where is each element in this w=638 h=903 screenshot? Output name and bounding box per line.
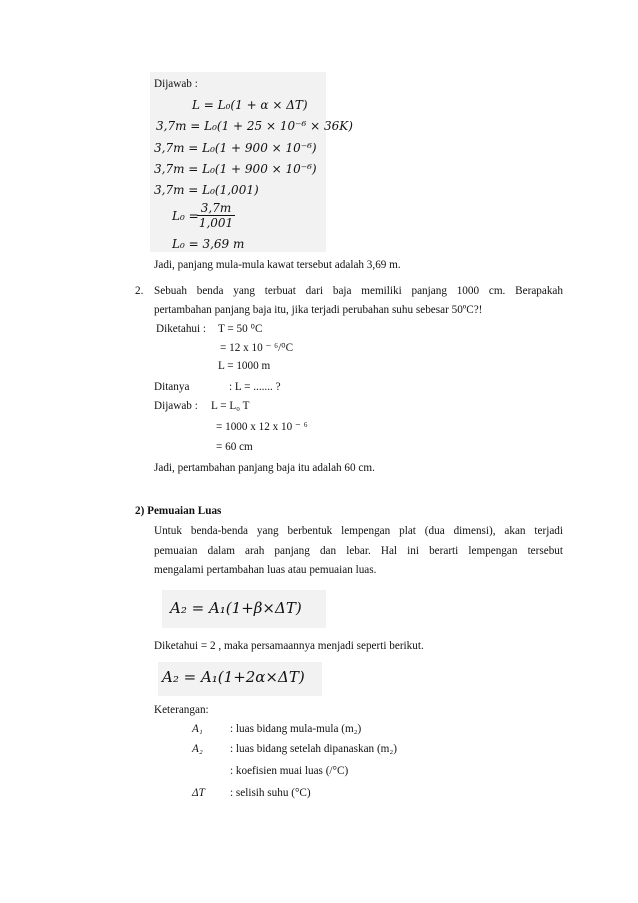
- asked-label: Ditanya: [154, 381, 190, 393]
- fraction-numerator: 3,7m: [197, 201, 235, 216]
- formula-line: L = L₀(1 + α × ΔT): [192, 98, 308, 112]
- given-text: Diketahui = 2 , maka persamaannya menjadi seperti berikut.: [154, 640, 424, 652]
- known-1: T = 50 ⁰C: [218, 323, 263, 335]
- step-line-3: 3,7m = L₀(1 + 900 × 10⁻⁶): [154, 162, 317, 176]
- step-line-4: 3,7m = L₀(1,001): [154, 183, 259, 197]
- legend-symbol-2: A₂: [192, 743, 203, 755]
- legend-symbol-4: ΔT: [192, 787, 205, 799]
- known-3: L = 1000 m: [218, 360, 271, 372]
- problem-text-line-1: Sebuah benda yang terbuat dari baja memiliki panjang 1000 cm. Berapakah: [154, 285, 563, 297]
- answer-label: Dijawab :: [154, 78, 198, 90]
- legend-desc-4: : selisih suhu (°C): [230, 787, 311, 799]
- legend-desc-2: : luas bidang setelah dipanaskan (m₂): [230, 743, 398, 755]
- problem-number: 2.: [135, 285, 144, 297]
- paragraph-line-1: Untuk benda-benda yang berbentuk lempengan plat (dua dimensi), akan terjadi: [154, 525, 563, 537]
- conclusion-1: Jadi, panjang mula-mula kawat tersebut adalah 3,69 m.: [154, 259, 401, 271]
- paragraph-line-3: mengalami pertambahan luas atau pemuaian luas.: [154, 564, 377, 576]
- fraction-lhs: L₀ =: [172, 209, 199, 223]
- known-2: = 12 x 10 ⁻ ⁶/⁰C: [220, 342, 294, 354]
- legend-desc-1: : luas bidang mula-mula (m₂): [230, 723, 362, 735]
- formula-area-1: A₂ = A₁(1+β×ΔT): [170, 599, 302, 617]
- section-heading: 2) Pemuaian Luas: [135, 505, 222, 517]
- asked-value: : L = ....... ?: [229, 381, 281, 393]
- problem-text-line-2: pertambahan panjang baja itu, jika terjadi perubahan suhu sebesar 50ºC?!: [154, 304, 483, 316]
- answer-label-2: Dijawab :: [154, 400, 198, 412]
- legend-title: Keterangan:: [154, 704, 209, 716]
- fraction: [197, 201, 235, 230]
- answer-3: = 60 cm: [216, 441, 253, 453]
- legend-symbol-1: A₁: [192, 723, 203, 735]
- conclusion-2: Jadi, pertambahan panjang baja itu adalah 60 cm.: [154, 462, 375, 474]
- answer-2: = 1000 x 12 x 10 ⁻ ⁶: [216, 421, 308, 433]
- known-label: Diketahui :: [156, 323, 207, 335]
- paragraph-line-2: pemuaian dalam arah panjang dan lebar. Hal ini berarti lempengan tersebut: [154, 545, 563, 557]
- legend-desc-3: : koefisien muai luas (/°C): [230, 765, 349, 777]
- step-line-1: 3,7m = L₀(1 + 25 × 10⁻⁶ × 36K): [156, 119, 353, 133]
- answer-1: L = L₀ T: [211, 400, 250, 412]
- formula-area-2: A₂ = A₁(1+2α×ΔT): [162, 668, 305, 686]
- fraction-denominator: 1,001: [198, 216, 234, 230]
- result-line: L₀ = 3,69 m: [172, 237, 245, 251]
- step-line-2: 3,7m = L₀(1 + 900 × 10⁻⁶): [154, 141, 317, 155]
